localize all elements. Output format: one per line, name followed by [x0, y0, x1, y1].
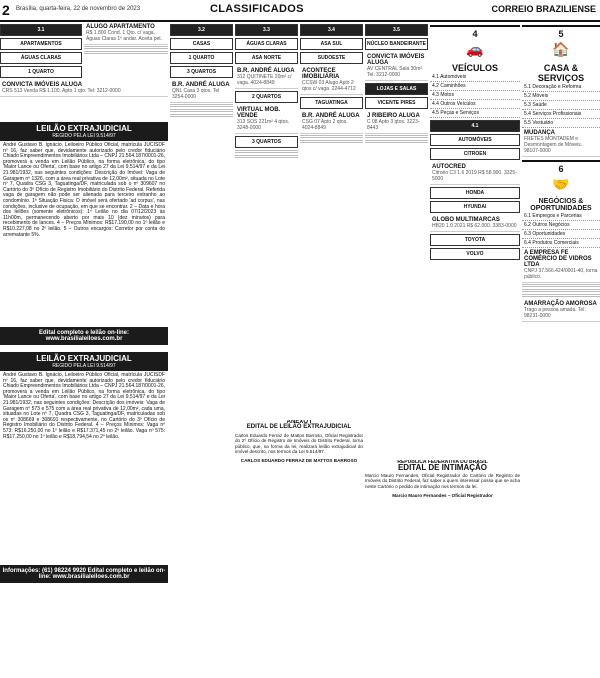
ad-title: CONVICTA IMÓVEIS ALUGA [367, 54, 425, 66]
brand-label: CITROEN [430, 148, 520, 160]
auction-notice [0, 352, 168, 592]
ad-title: B.R. ANDRÉ ALUGA [237, 68, 295, 74]
ad-title: VIRTUAL MOB. VENDE [237, 107, 281, 119]
subcategory: 6.1 Empregos e Parcerias [522, 212, 600, 221]
category-label: AUTOMÓVEIS [430, 134, 520, 146]
subcategory: 5.3 Saúde [522, 101, 600, 110]
page-date: Brasília, quarta-feira, 22 de novembro de 2023 [16, 6, 141, 12]
rooms-label: 2 QUARTOS [235, 91, 298, 103]
classified-ad [365, 111, 428, 134]
ad-title: AMARRAÇÃO AMOROSA [524, 301, 597, 307]
classified-ad [170, 80, 233, 103]
brand-label: VOLVO [430, 248, 520, 260]
edital-subtitle: EDITAL DE LEILÃO EXTRAJUDICIAL [246, 424, 352, 431]
category-label: LOJAS E SALAS [365, 83, 428, 95]
edital-body: Marcio Mauro Fernandes, Oficial Registrador do Cartório de Registro de Imóveis do Distrito Federal, faz saber a quem interessar possa que se acha neste Cartório o pedido de intimação nos termos da lei. [365, 472, 520, 489]
ad-text: Citroën C3 1.6 2019 R$ 58.900. 3325-5000 [432, 170, 517, 182]
category-number: 5 [522, 25, 600, 39]
ad-text: AV CENTRAL Sala 30m². Tel: 3212-0000 [367, 66, 424, 78]
category-number: 4.1 [430, 120, 520, 132]
column-listings [235, 22, 298, 417]
brand-label: HONDA [430, 187, 520, 199]
rooms-label: 1 QUARTO [170, 52, 233, 64]
classified-ad [522, 248, 600, 283]
edital-signature: Marcio Mauro Fernandes – Oficial Registrador [392, 493, 493, 499]
subcategory: 5.4 Serviços Profissionais [522, 110, 600, 119]
auction-subtitle: REGIDO PELA LEI 9.514/97 [52, 363, 116, 369]
page-header [0, 0, 600, 22]
ad-title: MUDANÇA [524, 130, 555, 136]
column-listings [300, 22, 363, 417]
category-number: 3.2 [170, 24, 233, 36]
auction-subtitle: REGIDO PELA LEI 9.514/97 [52, 133, 116, 139]
subcategory: 5.1 Decoração e Reforma [522, 83, 600, 92]
classified-ad [365, 52, 428, 81]
ad-text: CRS 513 Venda R$ 1.100. Apto 1 qto. Tel: 3212-0000 [2, 88, 121, 94]
auction-body: André Gustavo B. Ignácio, Leiloeiro Público Oficial, matrícula JUCISDF nº 16, faz saber que, devidamente autorizado pelo credor fiduciário Chiado Empreendimentos Imobiliários Ltda – CNPJ 21.564.187/0001-26, promoverá a venda em Leilão Público, na forma eletrônica, do tipo 'Maior Lance ou Oferta', com base no artigo 27 da Lei 9.514/97 e da Lei 21.981/1932, nas seguintes condições: Descrição do Imóvel: Vaga de Garagem nº 1326, com a área real privativa de 12,00m², situada no Lote nº 7, Quadra CSG 3, Taguatinga/DF, matriculada sob o nº 309607 no Cartório do 3º Ofício de Registro Imobiliário do Distrito Federal. Referida vaga de garagem não pode ser alienada para terceiro estranho ao condomínio. 1ª Situação Fisica: O imóvel será ofertado 'ad corpus', nas condições, inclusive de ocupação, em que se encontrar. 2 – Data e hora dos leilões (somente eletrônicos): 1º Leilão no dia 07/12/2023 às 11h00m, permanecendo aberto por mais 10 (dez minutos) para recebimento de lances. 4 – Preços Mínimos: R$17.190,00 no 1º leilão e R$10.227,08 no 2º leilão. 5 – Outros encargos: Corretor por conta do arrematante 5%. [3, 142, 165, 238]
classified-ad [235, 66, 298, 89]
edital-title: EDITAL DE INTIMAÇÃO [397, 463, 488, 473]
subcategory: 4.1 Automóveis [430, 73, 520, 82]
ad-title: GLOBO MULTIMARCAS [432, 217, 500, 223]
auction-notice [0, 122, 168, 352]
classified-ad [84, 22, 168, 45]
category-label: CASAS [170, 38, 233, 50]
subcategory: 5.5 Vestuário [522, 119, 600, 128]
ad-text: R$ 1.800 Cond. 1 Qto. c/ vaga. Águas Claras 1º andar. Aceita pet. [86, 30, 163, 42]
handshake-icon: 🤝 [552, 176, 570, 192]
section-title: CLASSIFICADOS [210, 3, 304, 15]
brand-label: TOYOTA [430, 234, 520, 246]
rooms-label: 3 QUARTOS [170, 66, 233, 78]
region-label: ÁGUAS CLARAS [235, 38, 298, 50]
subcategory: 6.2 Outros Negócios [522, 221, 600, 230]
ad-title: ACONTECE IMOBILIÁRIA [302, 68, 340, 80]
page-number: 2 [2, 2, 10, 18]
classified-ad [300, 111, 363, 134]
ad-title: A EMPRESA FE COMÉRCIO DE VIDROS LTDA [524, 250, 592, 268]
ad-text: C 08 Apto 3 qtos. 3223-8443 [367, 119, 420, 131]
brand-label: HYUNDAI [430, 201, 520, 213]
ad-text: Trago a pessoa amada. Tel: 98231-0000 [524, 307, 586, 319]
ad-title: B.R. ANDRÉ ALUGA [302, 113, 360, 119]
category-number: 6 [522, 160, 600, 174]
column-houses [170, 22, 233, 412]
auction-footer-link[interactable]: Edital completo e leilão on-line: www.brasilialeiloes.com.br [0, 327, 168, 345]
brand-name: CORREIO BRAZILIENSE [491, 4, 596, 14]
category-number: 3.5 [365, 24, 428, 36]
category-title: CASA & SERVIÇOS [537, 63, 585, 83]
category-number: 3.1 [0, 24, 82, 36]
ad-title: AUTOCRED [432, 164, 466, 170]
category-number: 3.4 [300, 24, 363, 36]
ad-title: J RIBEIRO ALUGA [367, 113, 420, 119]
region-label: ASA NORTE [235, 52, 298, 64]
classified-ad [300, 66, 363, 95]
edital-title: ANEXO I [286, 420, 312, 425]
category-title: VEÍCULOS [451, 63, 498, 73]
ad-text: 312 QUITINETE 20m² c/ vaga. 4024-8849 [237, 74, 292, 86]
classified-ad [235, 105, 298, 134]
auction-title: LEILÃO EXTRAJUDICIAL [36, 124, 132, 133]
rooms-label: 1 QUARTO [0, 66, 82, 78]
classified-ad [0, 80, 168, 97]
category-label: APARTAMENTOS [0, 38, 82, 50]
ad-title: B.R. ANDRÉ ALUGA [172, 82, 230, 88]
auction-footer-link[interactable]: Informações: (61) 98224 9920 Edital completo e leilão on-line: www.brasilialeiloes.com.br [0, 565, 168, 583]
subcategory: 6.3 Oportunidades [522, 230, 600, 239]
edital-signature: CARLOS EDUARDO FERRAZ DE MATTOS BARROSO [240, 458, 358, 464]
auction-body: André Gustavo B. Ignácio, Leiloeiro Público Oficial, matrícula JUCISDF nº 16, faz saber que, devidamente autorizado pelo credor fiduciário Chiado Empreendimentos Imobiliários Ltda – CNPJ 21.564.187/0001-26, promoverá a venda em Leilão Público, na forma eletrônica, do tipo 'Maior Lance ou Oferta', com base no artigo 27 da Lei 9.514/97 e da Lei 21.981/1932, nas seguintes condições: Descrição dos imóveis: Vaga de Garagem nº 573 e 575 com a área real privativa de 12,00m², cada uma, situadas no Lote nº 7, Quadra CSG 3, Taguatinga/DF, matriculadas sob os nº 308669 e 308691 respectivamente, no Cartório do 3º Ofício de Registro Imobiliário do Distrito Federal. 4 – Preços Mínimos: Vaga nº 573: R$16.250,00 no 1º leilão e R$17.371,45 no 2º leilão. Vaga nº 575: R$17.250,00 no 1º leilão e R$18.794,54 no 2º leilão. [3, 372, 165, 440]
ad-title: CONVICTA IMÓVEIS ALUGA [2, 82, 83, 88]
subcategory: 4.2 Caminhões [430, 82, 520, 91]
ad-text: CCSW 03 Alugo Apto 2 qtos c/ vaga. 2244-4712 [302, 80, 356, 92]
ad-text: QNL Casa 3 qtos. Tel 3254-0000 [172, 88, 220, 100]
subcategory: 4.3 Motos [430, 91, 520, 100]
auction-title: LEILÃO EXTRAJUDICIAL [36, 354, 132, 363]
region-label: ASA SUL [300, 38, 363, 50]
subcategory: 5.2 Móveis [522, 92, 600, 101]
subcategory: 6.4 Produtos Comerciais [522, 239, 600, 248]
category-number: 4 [430, 25, 520, 39]
column-vehicles [430, 22, 520, 452]
car-icon: 🚗 [466, 41, 484, 57]
ad-text: FRETES MONTADEM e Desmontagem de Móveis. 98107-0000 [524, 136, 583, 154]
classified-ad [430, 215, 520, 232]
house-icon: 🏠 [552, 41, 570, 57]
category-title: NEGÓCIOS & OPORTUNIDADES [530, 198, 592, 212]
region-label: TAGUATINGA [300, 97, 363, 109]
ad-text: 313 SOS 221m² 4 qtos. 3248-0000 [237, 119, 290, 131]
subcategory: 4.5 Peças e Serviços [430, 109, 520, 118]
ad-text: CSG 07 Apto 2 qtos. 4024-8849 [302, 119, 348, 131]
region-label: ÁGUAS CLARAS [0, 52, 82, 64]
ad-text: HB20 1.0 2021 R$ 62.000. 3383-0000 [432, 223, 517, 229]
column-listings [365, 22, 428, 452]
subcategory: 4.4 Outros Veículos [430, 100, 520, 109]
ad-title: ALUGO APARTAMENTO [86, 24, 155, 30]
intimation-edital [365, 460, 520, 670]
category-number: 3.3 [235, 24, 298, 36]
region-label: NÚCLEO BANDEIRANTE [365, 38, 428, 50]
classified-ad [522, 299, 600, 322]
classified-ad [430, 162, 520, 185]
region-label: VICENTE PIRES [365, 97, 428, 109]
classified-ad [522, 128, 600, 157]
rooms-label: 3 QUARTOS [235, 136, 298, 148]
ad-text: CNPJ 37.566.424/0001-40, torna público. [524, 268, 598, 280]
edital-org: REPÚBLICA FEDERATIVA DO BRASIL [397, 460, 488, 465]
region-label: SUDOESTE [300, 52, 363, 64]
column-home-services [522, 22, 600, 678]
edital-body: Carlos Eduardo Ferraz de Mattos Barroso, Oficial Registrador do 2º Ofício de Registro de Imóveis do Distrito Federal, torna público, que, na forma da lei, realizará leilão extrajudicial do imóvel descrito, nos termos da Lei 9.514/97. [235, 432, 363, 455]
auction-edital [235, 420, 363, 670]
